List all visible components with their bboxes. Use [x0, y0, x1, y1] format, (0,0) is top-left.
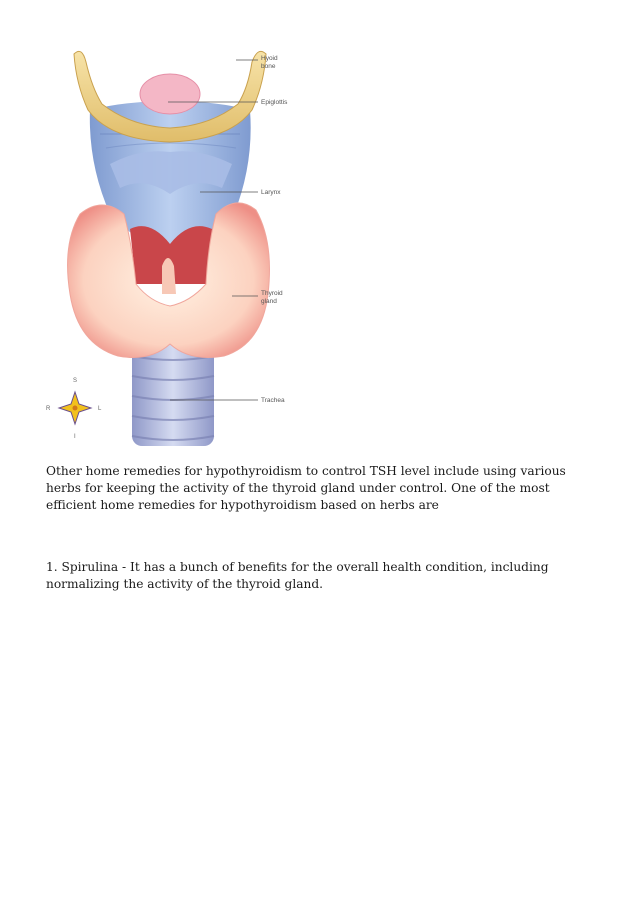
thyroid-illustration: [40, 44, 300, 448]
compass-rose-icon: [46, 378, 102, 440]
thyroid-label-1: Thyroid: [261, 290, 283, 297]
hyoid-label-2: bone: [261, 63, 276, 70]
body-paragraph-2: 1. Spirulina - It has a bunch of benefits for the overall health condition, including normalizing the activity of the thyroid gland.: [46, 560, 549, 591]
compass-i-label: I: [74, 434, 76, 440]
thyroid-anatomy-figure: [40, 44, 300, 448]
body-paragraph-1: Other home remedies for hypothyroidism to control TSH level include using various herbs for keeping the activity of the thyroid gland under control. One of the most efficient home remedies for hypothyroidism based on herbs are: [46, 464, 566, 512]
epiglottis-shape: [140, 74, 200, 114]
thyroid-label-2: gland: [261, 298, 277, 305]
compass-l-label: L: [98, 406, 102, 412]
hyoid-label-1: Hyoid: [261, 55, 278, 62]
trachea-label: Trachea: [261, 397, 285, 404]
compass-s-label: S: [73, 378, 78, 384]
epiglottis-label: Epiglottis: [261, 99, 288, 106]
compass-r-label: R: [46, 406, 51, 412]
larynx-label: Larynx: [261, 189, 281, 196]
